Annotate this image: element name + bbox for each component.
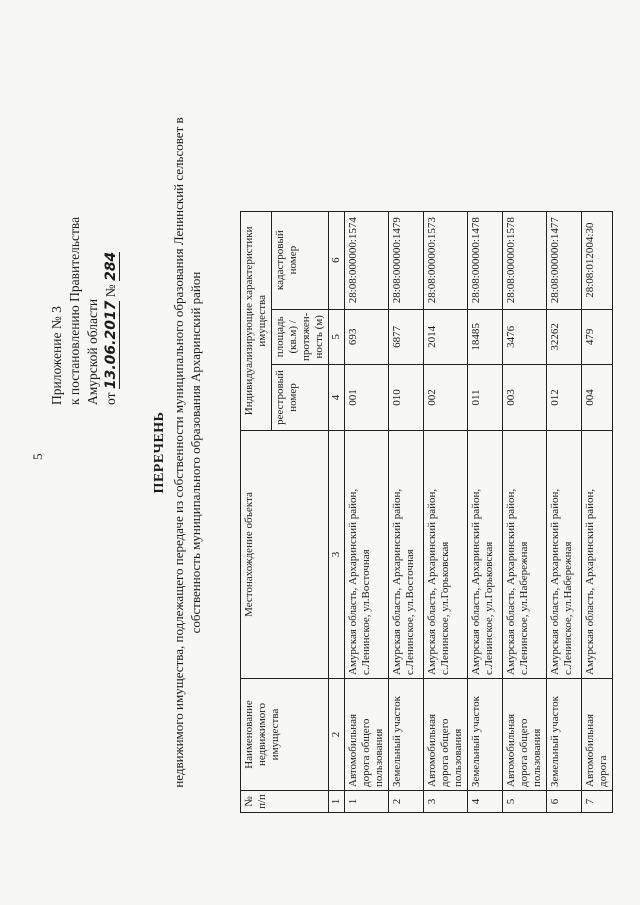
table-row bbox=[389, 211, 424, 812]
row-cadastral: 28:08:000000:1574 bbox=[345, 211, 389, 309]
row-name: Земельный участок bbox=[389, 679, 424, 791]
row-num: 2 bbox=[389, 791, 424, 813]
row-area: 479 bbox=[582, 309, 613, 364]
row-location: Амурская область, Архаринский район, с.Ленинское, ул.Восточная bbox=[345, 431, 389, 679]
row-num: 6 bbox=[547, 791, 582, 813]
appendix-line1: Приложение № 3 bbox=[49, 306, 64, 405]
column-number: 6 bbox=[329, 211, 345, 309]
page-number: 5 bbox=[30, 453, 45, 460]
document-subtitle: недвижимого имущества, подлежащего передаче из собственности муниципального образования Ленинский сельсовет в собственность муниципального образования Архаринский район bbox=[171, 117, 203, 788]
row-location: Амурская область, Архаринский район, с.Ленинское, ул.Набережная bbox=[503, 431, 547, 679]
row-location: Амурская область, Архаринский район, с.Ленинское, ул.Набережная bbox=[547, 431, 582, 679]
row-registry: 012 bbox=[547, 365, 582, 431]
header-num: № п/п bbox=[241, 791, 329, 813]
column-number: 2 bbox=[329, 679, 345, 791]
row-num: 1 bbox=[345, 791, 389, 813]
row-num: 3 bbox=[424, 791, 468, 813]
row-registry: 004 bbox=[582, 365, 613, 431]
table-row bbox=[547, 211, 582, 812]
property-table bbox=[240, 211, 613, 813]
row-cadastral: 28:08:000000:1578 bbox=[503, 211, 547, 309]
header-area: площадь (кв.м) / протяжен- ность (м) bbox=[272, 309, 329, 364]
row-cadastral: 28:08:000000:1477 bbox=[547, 211, 582, 309]
column-number: 5 bbox=[329, 309, 345, 364]
row-cadastral: 28:08:000000:1478 bbox=[468, 211, 503, 309]
document-title: ПЕРЕЧЕНЬ bbox=[152, 411, 167, 494]
header-name: Наименование недвижимого имущества bbox=[241, 679, 329, 791]
row-area: 32262 bbox=[547, 309, 582, 364]
column-number: 4 bbox=[329, 365, 345, 431]
row-area: 2014 bbox=[424, 309, 468, 364]
header-characteristics: Индивидуализирующие характеристики имущества bbox=[241, 211, 272, 430]
number-sign: № bbox=[103, 284, 118, 298]
row-name: Автомобильная дорога общего пользования bbox=[503, 679, 547, 791]
row-cadastral: 28:08:012004:30 bbox=[582, 211, 613, 309]
row-location: Амурская область, Архаринский район, с.Ленинское, ул.Горьковская bbox=[468, 431, 503, 679]
row-area: 6877 bbox=[389, 309, 424, 364]
handwritten-number: 284 bbox=[103, 251, 119, 281]
column-number-row bbox=[329, 211, 345, 812]
row-num: 5 bbox=[503, 791, 547, 813]
row-name: Автомобильная дорога bbox=[582, 679, 613, 791]
header-cadastral: кадастровый номер bbox=[272, 211, 329, 309]
date-prefix: от bbox=[103, 392, 118, 405]
appendix-date-line bbox=[102, 217, 120, 405]
row-location: Амурская область, Архаринский район, bbox=[582, 431, 613, 679]
header-row bbox=[241, 211, 272, 812]
row-registry: 011 bbox=[468, 365, 503, 431]
column-number: 3 bbox=[329, 431, 345, 679]
row-area: 3476 bbox=[503, 309, 547, 364]
table-row bbox=[424, 211, 468, 812]
row-name: Автомобильная дорога общего пользования bbox=[345, 679, 389, 791]
row-name: Земельный участок bbox=[547, 679, 582, 791]
row-location: Амурская область, Архаринский район, с.Ленинское, ул.Восточная bbox=[389, 431, 424, 679]
header-location: Местонахождение объекта bbox=[241, 431, 329, 679]
row-registry: 010 bbox=[389, 365, 424, 431]
row-area: 18485 bbox=[468, 309, 503, 364]
row-cadastral: 28:08:000000:1573 bbox=[424, 211, 468, 309]
header-registry: реестровый номер bbox=[272, 365, 329, 431]
row-name: Земельный участок bbox=[468, 679, 503, 791]
row-name: Автомобильная дорога общего пользования bbox=[424, 679, 468, 791]
table-row bbox=[345, 211, 389, 812]
row-num: 4 bbox=[468, 791, 503, 813]
row-location: Амурская область, Архаринский район, с.Ленинское, ул.Горьковская bbox=[424, 431, 468, 679]
appendix-block bbox=[48, 217, 120, 405]
row-area: 693 bbox=[345, 309, 389, 364]
column-number: 1 bbox=[329, 791, 345, 813]
handwritten-date: 13.06.2017 bbox=[103, 300, 119, 390]
table-row bbox=[582, 211, 613, 812]
appendix-line3: Амурской области bbox=[85, 298, 100, 405]
row-registry: 002 bbox=[424, 365, 468, 431]
row-registry: 001 bbox=[345, 365, 389, 431]
appendix-line2: к постановлению Правительства bbox=[67, 216, 82, 405]
table-row bbox=[468, 211, 503, 812]
table-row bbox=[503, 211, 547, 812]
row-registry: 003 bbox=[503, 365, 547, 431]
row-num: 7 bbox=[582, 791, 613, 813]
row-cadastral: 28:08:000000:1479 bbox=[389, 211, 424, 309]
